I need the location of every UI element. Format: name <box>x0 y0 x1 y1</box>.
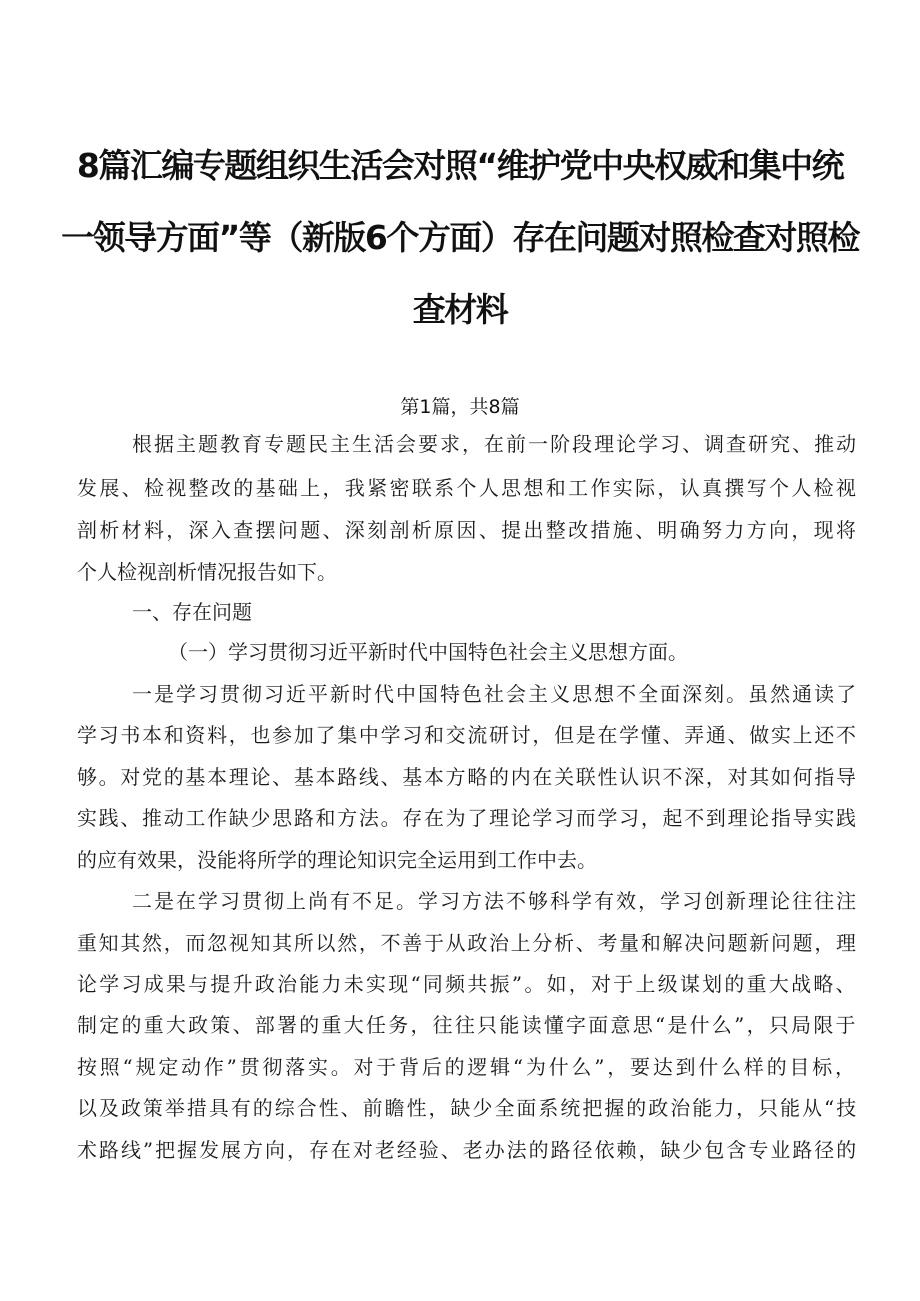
body-line: 够。对党的基本理论、基本路线、基本方略的内在关联性认识不深，对其如何指导 <box>77 765 858 789</box>
title-text: 第1篇，共8篇 <box>400 396 520 418</box>
body-line: 二是在学习贯彻上尚有不足。学习方法不够科学有效，学习创新理论往往注 <box>132 889 859 913</box>
body-line: 重知其然，而忽视知其所以然，不善于从政治上分析、考量和解决问题新问题，理 <box>77 931 858 955</box>
body-line: 实践、推动工作缺少思路和方法。存在为了理论学习而学习，起不到理论指导实践 <box>77 806 858 830</box>
body-line: 一、存在问题 <box>132 600 252 624</box>
body-line: 学习书本和资料，也参加了集中学习和交流研讨，但是在学懂、弄通、做实上还不 <box>77 723 858 747</box>
document-title-line-2 <box>0 212 920 259</box>
body-line: 的应有效果，没能将所学的理论知识完全运用到工作中去。 <box>77 848 597 872</box>
title-text: 一领导方面”等（新版6个方面）存在问题对照检查对照检 <box>61 218 859 257</box>
body-line: 制定的重大政策、部署的重大任务，往往只能读懂字面意思“是什么”，只局限于 <box>77 1013 858 1037</box>
title-text: 查材料 <box>412 290 508 329</box>
body-line: 一是学习贯彻习近平新时代中国特色社会主义思想不全面深刻。虽然通读了 <box>132 682 859 706</box>
body-line: 剖析材料，深入查摆问题、深刻剖析原因、提出整改措施、明确努力方向，现将 <box>77 518 859 542</box>
body-line: 个人检视剖析情况报告如下。 <box>77 560 337 584</box>
document-title-line-3 <box>0 284 920 331</box>
body-line: （一）学习贯彻习近平新时代中国特色社会主义思想方面。 <box>168 640 688 664</box>
body-line: 论学习成果与提升政治能力未实现“同频共振”。如，对于上级谋划的重大战略、 <box>77 972 858 996</box>
body-line: 发展、检视整改的基础上，我紧密联系个人思想和工作实际，认真撰写个人检视 <box>77 476 859 500</box>
title-text: 8篇汇编专题组织生活会对照“维护党中央权威和集中统 <box>76 146 844 185</box>
body-line: 按照“规定动作”贯彻落实。对于背后的逻辑“为什么”，要达到什么样的目标， <box>77 1055 858 1079</box>
document-title-line-1 <box>0 140 920 187</box>
document-subtitle <box>0 392 920 419</box>
body-line: 根据主题教育专题民主生活会要求，在前一阶段理论学习、调查研究、推动 <box>132 432 859 456</box>
body-line: 术路线”把握发展方向，存在对老经验、老办法的路径依赖，缺少包含专业路径的 <box>77 1138 859 1162</box>
body-line: 以及政策举措具有的综合性、前瞻性，缺少全面系统把握的政治能力，只能从“技 <box>77 1096 859 1120</box>
